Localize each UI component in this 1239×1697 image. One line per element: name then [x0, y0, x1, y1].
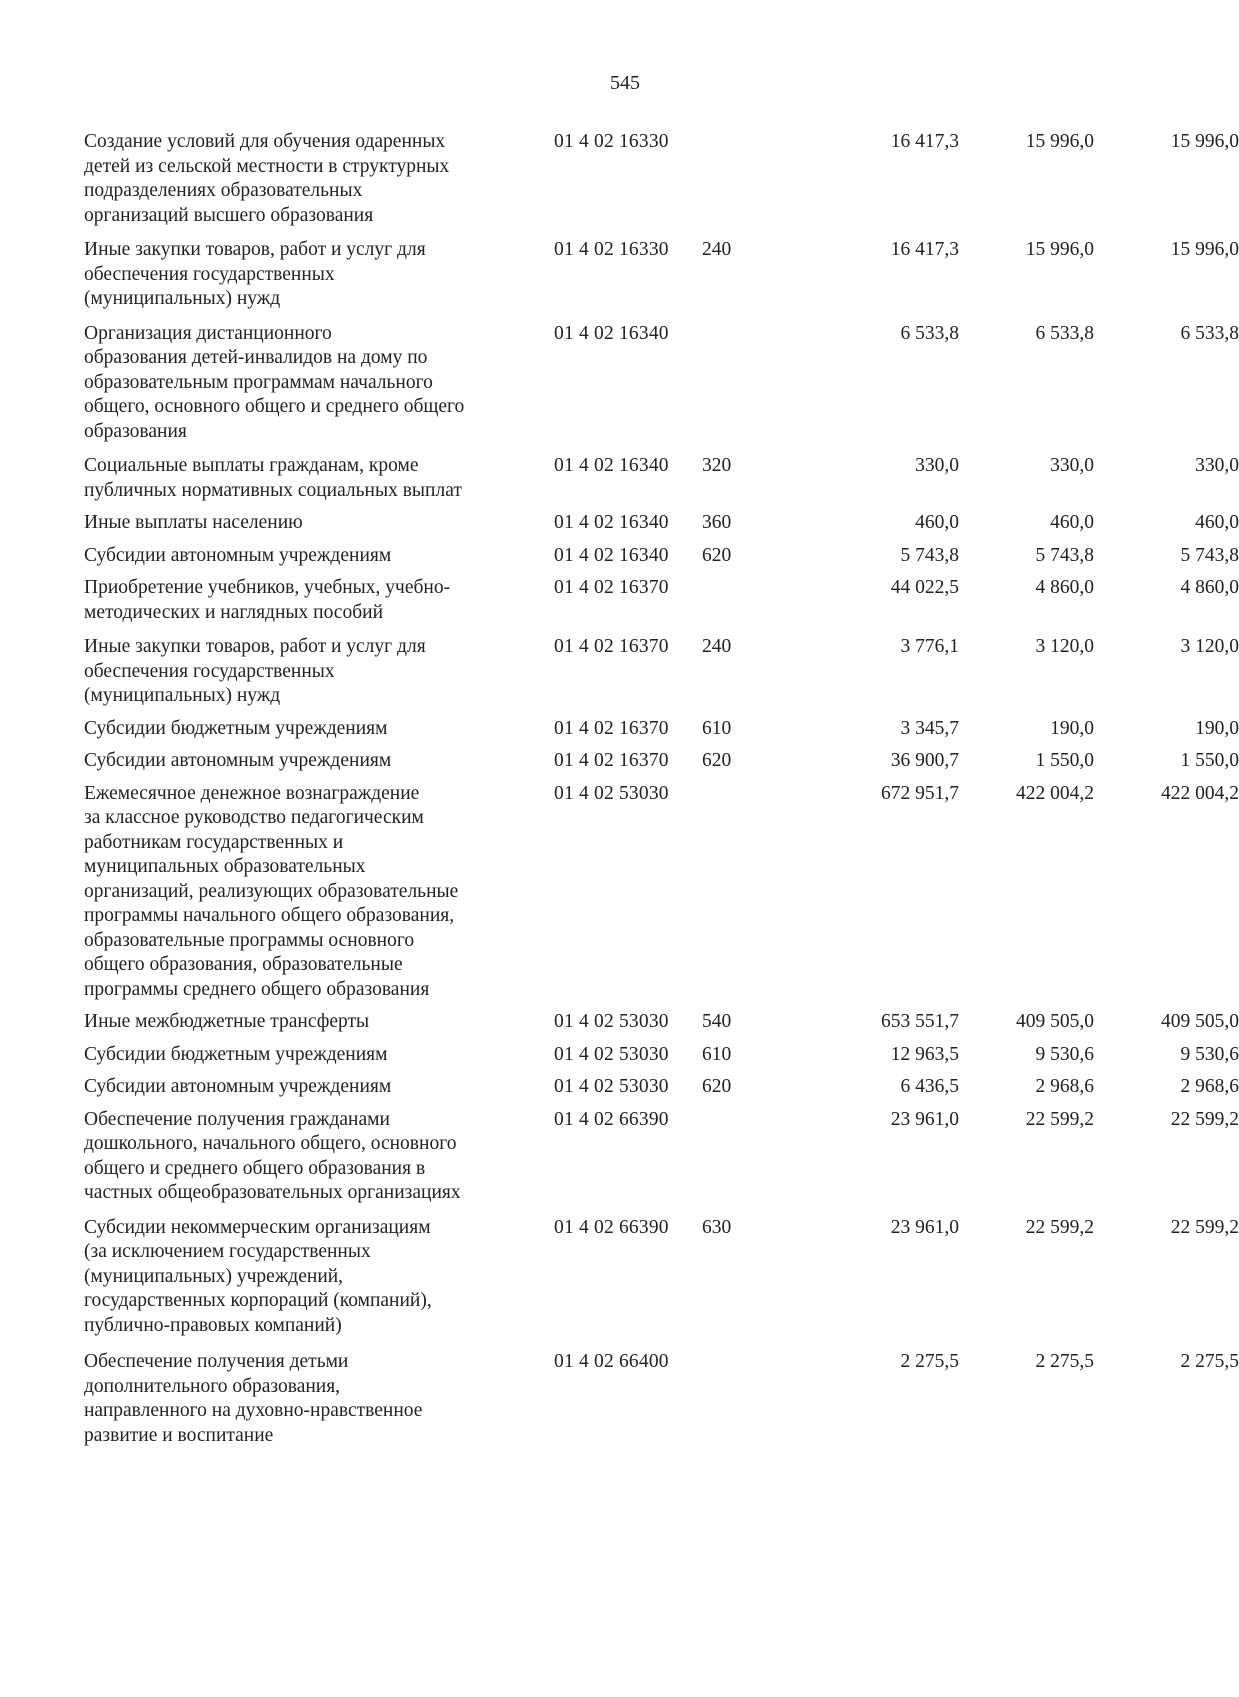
value-year-2: 460,0 [1050, 512, 1094, 533]
value-year-1: 3 345,7 [900, 717, 959, 739]
value-year-1: 6 533,8 [900, 322, 959, 344]
value-year-2: 9 530,6 [1035, 1043, 1094, 1065]
table-row [84, 322, 1239, 445]
value-year-1: 672 951,7 [881, 782, 959, 804]
table-row [84, 717, 1239, 742]
expense-type: 360 [702, 512, 732, 533]
value-year-2: 330,0 [1050, 455, 1094, 476]
row-name: Субсидии бюджетным учреждениям [84, 1043, 388, 1065]
row-name: Организация дистанционного образования детей-инвалидов на дому по образовательным программам начального общего, основного общего и среднего общего образования [84, 322, 465, 442]
value-year-3: 22 599,2 [1170, 1108, 1239, 1130]
value-year-2: 2 275,5 [1035, 1351, 1094, 1372]
table-row [84, 238, 1239, 312]
table-row [84, 1043, 1239, 1068]
value-year-1: 3 776,1 [900, 636, 959, 657]
table-row [84, 1108, 1239, 1206]
target-code: 01 4 02 16370 [554, 750, 669, 771]
row-name: Создание условий для обучения одаренных детей из сельской местности в структурных подразделениях образовательных организаций высшего образования [84, 131, 450, 226]
value-year-3: 15 996,0 [1170, 131, 1239, 152]
table-row [84, 544, 1239, 569]
target-code: 01 4 02 16340 [554, 455, 669, 476]
value-year-1: 44 022,5 [890, 577, 959, 598]
value-year-2: 15 996,0 [1025, 239, 1094, 260]
table-row [84, 1216, 1239, 1339]
expense-type: 630 [702, 1216, 732, 1238]
value-year-3: 190,0 [1195, 717, 1239, 739]
row-name: Иные закупки товаров, работ и услуг для обеспечения государственных (муниципальных) нужд [84, 636, 426, 706]
target-code: 01 4 02 53030 [554, 782, 669, 804]
row-name: Субсидии некоммерческим организациям (за исключением государственных (муниципальных) учреждений, государственных корпораций (компаний), публично-правовых компаний) [84, 1216, 432, 1336]
value-year-3: 22 599,2 [1170, 1216, 1239, 1238]
value-year-3: 2 968,6 [1180, 1076, 1239, 1097]
row-name: Социальные выплаты гражданам, кроме публичных нормативных социальных выплат [84, 455, 462, 501]
row-name: Иные выплаты населению [84, 512, 303, 533]
expense-type: 540 [702, 1011, 732, 1032]
expense-type: 610 [702, 717, 732, 739]
value-year-3: 3 120,0 [1180, 636, 1239, 657]
table-row [84, 1350, 1239, 1448]
value-year-2: 15 996,0 [1025, 131, 1094, 152]
expense-type: 620 [702, 544, 732, 566]
value-year-1: 12 963,5 [890, 1043, 959, 1065]
target-code: 01 4 02 66390 [554, 1216, 669, 1238]
row-name: Обеспечение получения гражданами дошкольного, начального общего, основного общего и среднего общего образования в частных общеобразовательных организациях [84, 1108, 461, 1203]
table-row [84, 749, 1239, 774]
row-name: Ежемесячное денежное вознаграждение за классное руководство педагогическим работникам государственных и муниципальных образовательных организаций, реализующих образовательные программы начального общего образования, образовательные программы основного общего образования, образовательные программы среднего общего образования [84, 782, 459, 1000]
target-code: 01 4 02 16340 [554, 544, 669, 566]
value-year-3: 2 275,5 [1180, 1351, 1239, 1372]
target-code: 01 4 02 16370 [554, 636, 669, 657]
expense-type: 620 [702, 1076, 732, 1097]
value-year-2: 22 599,2 [1025, 1108, 1094, 1130]
table-row [84, 576, 1239, 625]
table-row [84, 782, 1239, 1003]
budget-table [84, 130, 1239, 1448]
value-year-1: 36 900,7 [890, 750, 959, 771]
expense-type: 620 [702, 750, 732, 771]
value-year-1: 16 417,3 [890, 131, 959, 152]
value-year-1: 23 961,0 [890, 1108, 959, 1130]
target-code: 01 4 02 16340 [554, 322, 669, 344]
value-year-3: 330,0 [1195, 455, 1239, 476]
target-code: 01 4 02 16370 [554, 717, 669, 739]
value-year-3: 1 550,0 [1180, 750, 1239, 771]
value-year-3: 9 530,6 [1180, 1043, 1239, 1065]
value-year-2: 190,0 [1050, 717, 1094, 739]
target-code: 01 4 02 16330 [554, 131, 669, 152]
row-name: Иные межбюджетные трансферты [84, 1011, 370, 1032]
value-year-2: 3 120,0 [1035, 636, 1094, 657]
row-name: Субсидии бюджетным учреждениям [84, 717, 388, 739]
value-year-2: 409 505,0 [1016, 1011, 1094, 1032]
table-row [84, 635, 1239, 709]
value-year-3: 5 743,8 [1180, 544, 1239, 566]
value-year-2: 1 550,0 [1035, 750, 1094, 771]
row-name: Субсидии автономным учреждениям [84, 750, 392, 771]
value-year-1: 2 275,5 [900, 1351, 959, 1372]
value-year-3: 460,0 [1195, 512, 1239, 533]
value-year-2: 2 968,6 [1035, 1076, 1094, 1097]
row-name: Обеспечение получения детьми дополнительного образования, направленного на духовно-нравственное развитие и воспитание [84, 1351, 423, 1446]
value-year-2: 22 599,2 [1025, 1216, 1094, 1238]
row-name: Субсидии автономным учреждениям [84, 1076, 392, 1097]
value-year-3: 15 996,0 [1170, 239, 1239, 260]
table-row [84, 454, 1239, 503]
value-year-1: 460,0 [915, 512, 959, 533]
value-year-1: 23 961,0 [890, 1216, 959, 1238]
value-year-2: 4 860,0 [1035, 577, 1094, 598]
expense-type: 320 [702, 455, 732, 476]
table-row [84, 1075, 1239, 1100]
table-row [84, 130, 1239, 228]
value-year-1: 653 551,7 [881, 1011, 959, 1032]
row-name: Субсидии автономным учреждениям [84, 544, 392, 566]
target-code: 01 4 02 53030 [554, 1011, 669, 1032]
target-code: 01 4 02 53030 [554, 1043, 669, 1065]
target-code: 01 4 02 53030 [554, 1076, 669, 1097]
target-code: 01 4 02 16330 [554, 239, 669, 260]
value-year-2: 6 533,8 [1035, 322, 1094, 344]
page-number: 545 [610, 72, 640, 94]
row-name: Приобретение учебников, учебных, учебно- методических и наглядных пособий [84, 577, 451, 623]
value-year-1: 16 417,3 [890, 239, 959, 260]
value-year-2: 422 004,2 [1016, 782, 1094, 804]
expense-type: 610 [702, 1043, 732, 1065]
value-year-1: 5 743,8 [900, 544, 959, 566]
expense-type: 240 [702, 239, 732, 260]
value-year-3: 422 004,2 [1161, 782, 1239, 804]
table-row [84, 511, 1239, 536]
value-year-2: 5 743,8 [1035, 544, 1094, 566]
target-code: 01 4 02 66390 [554, 1108, 669, 1130]
value-year-1: 330,0 [915, 455, 959, 476]
value-year-3: 6 533,8 [1180, 322, 1239, 344]
target-code: 01 4 02 66400 [554, 1351, 669, 1372]
target-code: 01 4 02 16340 [554, 512, 669, 533]
table-row [84, 1010, 1239, 1035]
value-year-1: 6 436,5 [900, 1076, 959, 1097]
target-code: 01 4 02 16370 [554, 577, 669, 598]
value-year-3: 409 505,0 [1161, 1011, 1239, 1032]
row-name: Иные закупки товаров, работ и услуг для обеспечения государственных (муниципальных) нужд [84, 239, 426, 309]
expense-type: 240 [702, 636, 732, 657]
value-year-3: 4 860,0 [1180, 577, 1239, 598]
